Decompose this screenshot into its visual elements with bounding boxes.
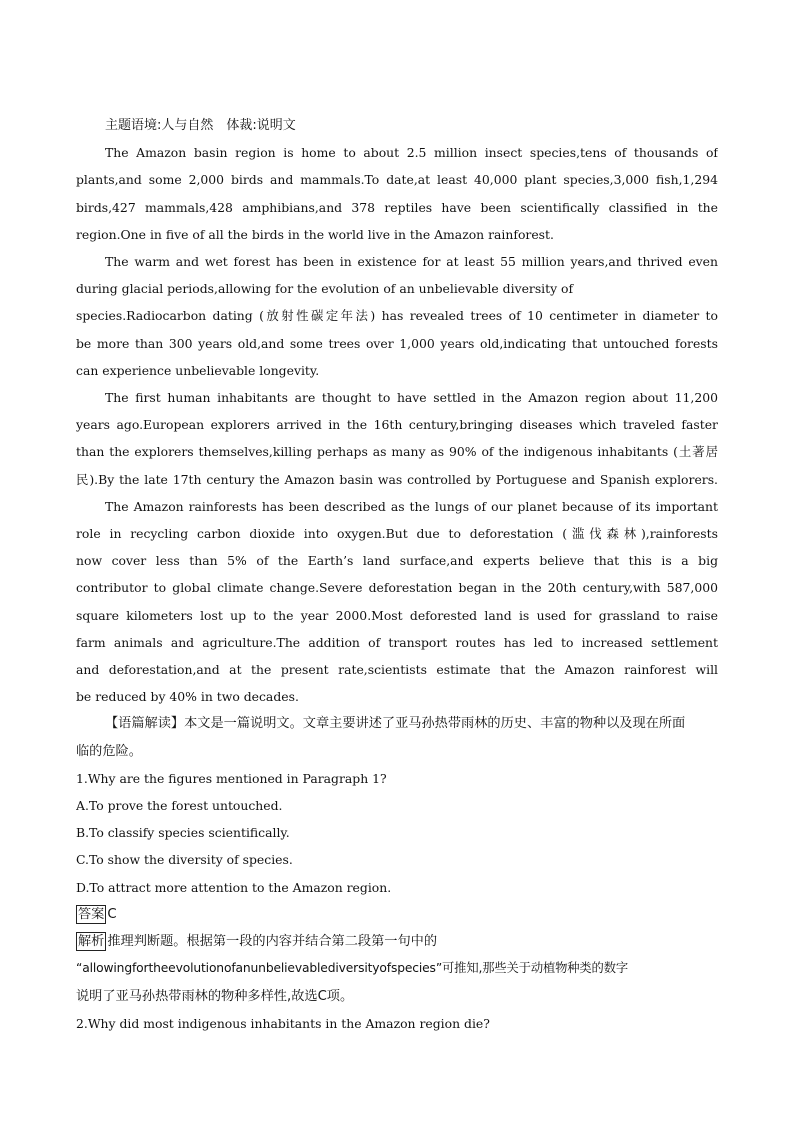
passage-line: The warm and wet forest has been in existence for at least 55 million years,and thrived even bbox=[105, 254, 718, 270]
analysis-text: 推理判断题。根据第一段的内容并结合第二段第一句中的 bbox=[107, 934, 438, 950]
passage-line: role in recycling carbon dioxide into oxygen.But due to deforestation (滥伐森林),rainforests bbox=[76, 526, 718, 542]
passage-line: region.One in five of all the birds in the world live in the Amazon rainforest. bbox=[76, 226, 554, 242]
passage-line: than the explorers themselves,killing perhaps as many as 90% of the indigenous inhabitants (土著居 bbox=[76, 444, 718, 460]
analysis-line bbox=[76, 928, 718, 955]
passage-line: contributor to global climate change.Severe deforestation began in the 20th century,with 587,000 bbox=[76, 580, 718, 596]
passage-line: plants,and some 2,000 birds and mammals.To date,at least 40,000 plant species,3,000 fish,1,294 bbox=[76, 172, 718, 188]
passage-line: birds,427 mammals,428 amphibians,and 378 reptiles have been scientifically classified in the bbox=[76, 199, 718, 215]
passage-line: can experience unbelievable longevity. bbox=[76, 362, 320, 378]
topic-header: 主题语境:人与自然 体裁:说明文 bbox=[105, 118, 296, 133]
paragraph-3 bbox=[76, 384, 718, 493]
document-page bbox=[76, 112, 718, 1037]
passage-line: The Amazon rainforests has been described as the lungs of our planet because of its important bbox=[105, 498, 718, 514]
answer-line bbox=[76, 901, 718, 928]
passage-line: now cover less than 5% of the Earth’s land surface,and experts believe that this is a big bbox=[76, 553, 718, 569]
question-stem: 1.Why are the figures mentioned in Paragraph 1? bbox=[76, 770, 387, 786]
passage-interpretation bbox=[76, 710, 718, 764]
passage-line: 民).By the late 17th century the Amazon basin was controlled by Portuguese and Spanish explorers. bbox=[76, 471, 718, 487]
option-a: A.To prove the forest untouched. bbox=[76, 798, 283, 814]
answer-value: C bbox=[107, 906, 117, 922]
interpretation-line: 【语篇解读】本文是一篇说明文。文章主要讲述了亚马孙热带雨林的历史、丰富的物种以及现在所面 bbox=[105, 716, 686, 732]
question-2 bbox=[76, 1010, 718, 1037]
answer-label: 答案 bbox=[78, 906, 105, 922]
passage-line: species.Radiocarbon dating (放射性碳定年法) has revealed trees of 10 centimeter in diameter to bbox=[76, 308, 718, 324]
question-stem: 2.Why did most indigenous inhabitants in the Amazon region die? bbox=[76, 1015, 490, 1031]
option-d: D.To attract more attention to the Amazon region. bbox=[76, 879, 392, 895]
passage-line: be reduced by 40% in two decades. bbox=[76, 689, 299, 705]
passage-line: The Amazon basin region is home to about 2.5 million insect species,tens of thousands of bbox=[105, 145, 718, 161]
analysis-line: “allowingfortheevolutionofanunbelievablediversityofspecies”可推知,那些关于动植物种类的数字 bbox=[76, 961, 628, 976]
option-c: C.To show the diversity of species. bbox=[76, 852, 293, 868]
passage-line: be more than 300 years old,and some trees over 1,000 years old,indicating that untouched forests bbox=[76, 335, 718, 351]
analysis-label: 解析 bbox=[78, 934, 105, 950]
passage-line: square kilometers lost up to the year 2000.Most deforested land is used for grassland to raise bbox=[76, 607, 718, 623]
passage-line: farm animals and agriculture.The addition of transport routes has led to increased settlement bbox=[76, 634, 718, 650]
paragraph-2 bbox=[76, 248, 718, 384]
option-b: B.To classify species scientifically. bbox=[76, 825, 290, 841]
passage-line: years ago.European explorers arrived in the 16th century,bringing diseases which traveled faster bbox=[76, 417, 718, 433]
passage-line: and deforestation,and at the present rate,scientists estimate that the Amazon rainforest will bbox=[76, 662, 718, 678]
interpretation-line: 临的危险。 bbox=[76, 743, 142, 759]
paragraph-4 bbox=[76, 493, 718, 711]
passage-line: during glacial periods,allowing for the evolution of an unbelievable diversity of bbox=[76, 281, 574, 297]
question-1 bbox=[76, 765, 718, 1010]
passage-line: The first human inhabitants are thought to have settled in the Amazon region about 11,200 bbox=[105, 390, 718, 406]
analysis-line: 说明了亚马孙热带雨林的物种多样性,故选C项。 bbox=[76, 988, 354, 1004]
paragraph-1 bbox=[76, 139, 718, 248]
